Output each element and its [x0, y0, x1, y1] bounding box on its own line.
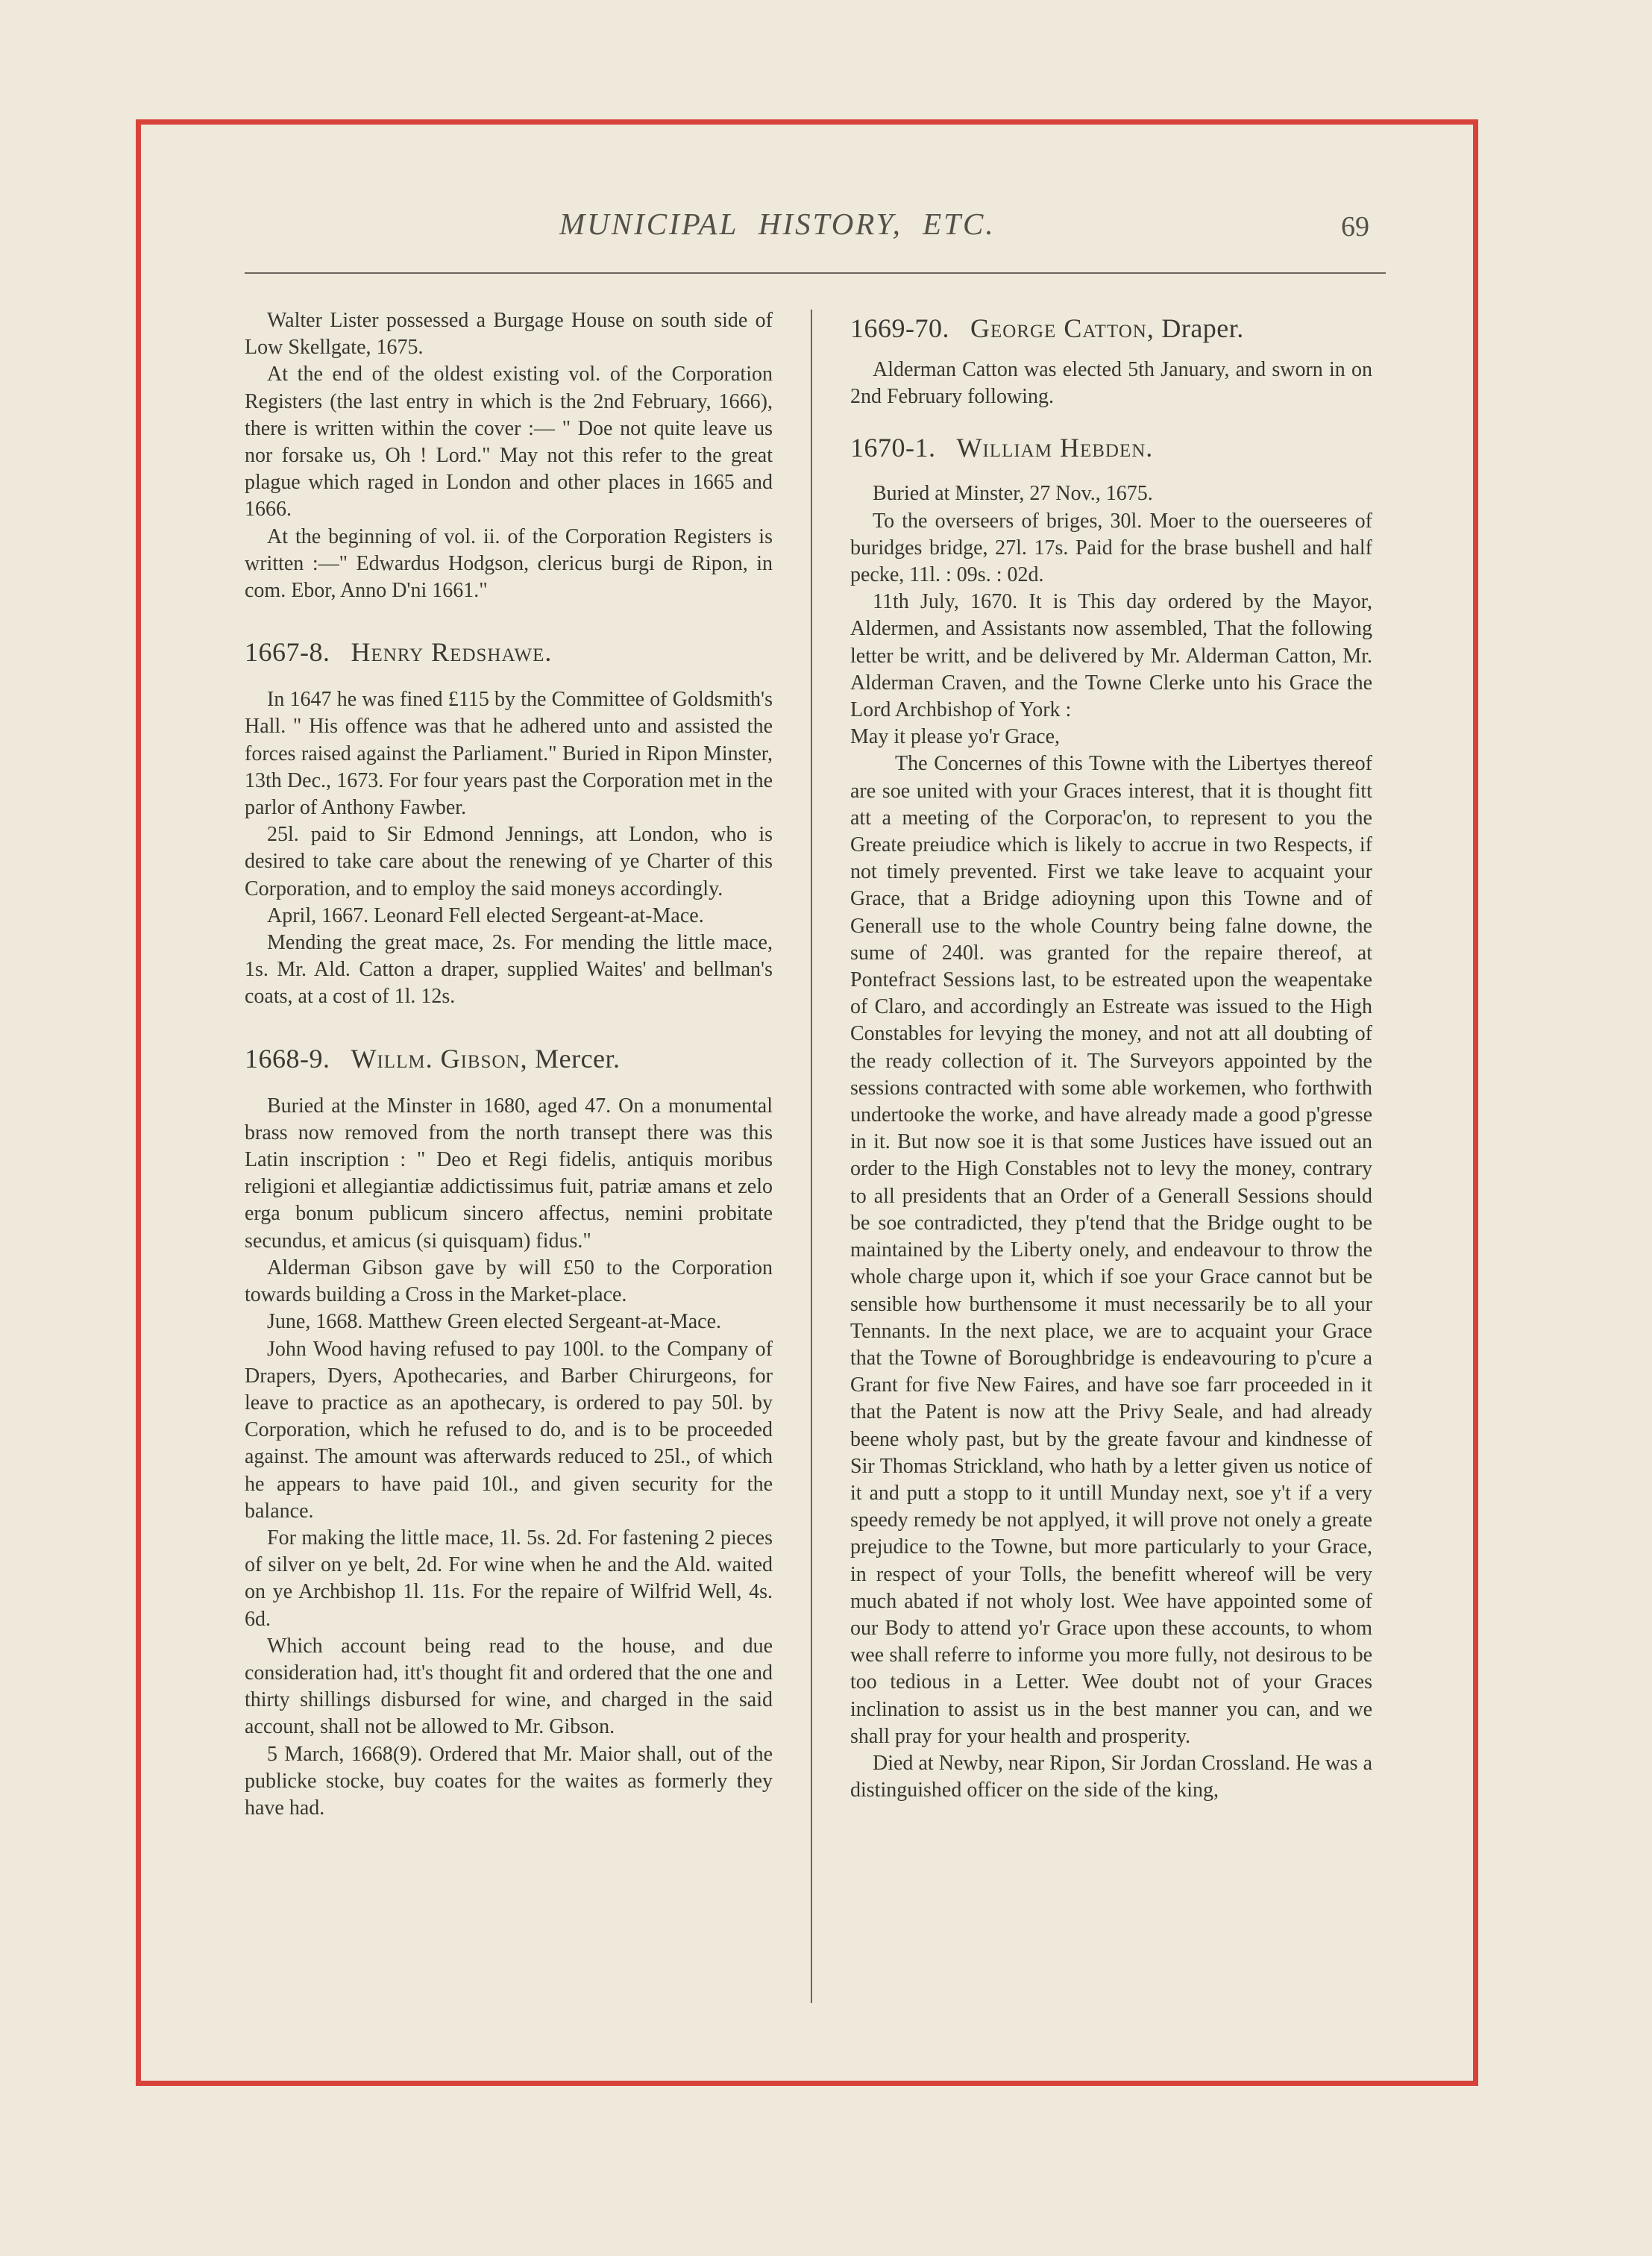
entry-heading-1669	[850, 313, 1372, 343]
paragraph: June, 1668. Matthew Green elected Sergeant-at-Mace.	[267, 1310, 722, 1334]
paragraph: At the end of the oldest existing vol. of the Corporation Registers (the last entry in which is the 2nd February, 1666), there is written within the cover :— " Doe not quite leave us nor forsake us, Oh ! Lord." May not this refer to the great plague which raged in London and other places in 1665 and 1666.	[245, 363, 773, 521]
entry-trade: Mercer.	[535, 1043, 621, 1074]
entry-name: William Hebden.	[956, 433, 1154, 463]
letter-body: The Concernes of this Towne with the Libertyes thereof are soe united with your Graces interest, that it is thought fitt att a meeting of the Corporac'on, to represent to you the Greate preiudice which is likely to accrue in two Respects, if not timely prevented. First we take leave to acquaint your Grace, that a Bridge adioyning upon this Towne and of Generall use to the whole Country being falne downe, the sume of 240l. was granted for the repaire thereof, at Pontefract Sessions last, to be estreated upon the weapentake of Claro, and accordingly an Estreate was issued to the High Constables for levying the money, and not att all doubting of the ready collection of it. The Surveyors appointed by the sessions contracted with some able workemen, who forthwith undertooke the worke, and have already made a good p'gresse in it. But now soe it is that some Justices have issued out an order to the High Constables not to levy the money, contrary to all presidents that an Order of a Generall Sessions should be soe contradicted, they p'tend that the Bridge ought to be maintained by the Liberty onely, and endeavour to throw the whole charge upon it, which if soe your Grace cannot but be sensible how burthensome it must necessarily be to all your Tennants. In the next place, we are to acquaint your Grace that the Towne of Boroughbridge is endeavouring to p'cure a Grant for five New Faires, and have soe farr proceeded in it that the Patent is now att the Privy Seale, and had already beene wholy past, but by the greate favour and kindnesse of Sir Thomas Strickland, who hath by a letter given us notice of it and putt a stopp to it untill Munday next, soe y't if a very speedy remedy be not applyed, it will prove not onely a greate prejudice to the Towne, but more particularly to your Grace, in respect of your Tolls, the benefitt whereof will be very much abated if not wholy lost. Wee have appointed some of our Body to attend yo'r Grace upon these accounts, to whom wee shall referre to informe you more fully, not desirous to be too tedious in a Letter. Wee doubt not of your Graces inclination to assist us in the best manner you can, and we shall pray for your health and prosperity.	[850, 752, 1372, 1748]
paragraph: Died at Newby, near Ripon, Sir Jordan Crossland. He was a distinguished officer on the side of the king,	[850, 1751, 1372, 1802]
entry-name: Henry Redshawe.	[351, 637, 553, 668]
paragraph: April, 1667. Leonard Fell elected Sergeant-at-Mace.	[267, 903, 704, 927]
paragraph: At the beginning of vol. ii. of the Corporation Registers is written :—" Edwardus Hodgson, clericus burgi de Ripon, in com. Ebor, Anno D'ni 1661."	[245, 524, 773, 603]
letter-salutation: May it please yo'r Grace,	[850, 725, 1061, 749]
entry-trade: Draper.	[1161, 313, 1244, 343]
paragraph: To the overseers of briges, 30l. Moer to the ouerseeres of buridges bridge, 27l. 17s. Paid for the brase bushell and half pecke, 11l. : 09s. : 02d.	[850, 509, 1372, 587]
entry-year: 1668-9.	[245, 1043, 330, 1074]
paragraph: 25l. paid to Sir Edmond Jennings, att London, who is desired to take care about the renewing of ye Charter of this Corporation, and to employ the said moneys accordingly.	[245, 823, 773, 900]
paragraph: 5 March, 1668(9). Ordered that Mr. Maior shall, out of the publicke stocke, buy coates for the waites as formerly they have had.	[245, 1742, 773, 1820]
entry-name: George Catton,	[970, 313, 1155, 343]
entry-name: Willm. Gibson,	[351, 1043, 528, 1074]
entry-heading-1668	[245, 1044, 773, 1074]
paragraph: Alderman Catton was elected 5th January, and sworn in on 2nd February following.	[850, 358, 1372, 409]
entry-year: 1669-70.	[850, 313, 949, 343]
paragraph: Walter Lister possessed a Burgage House on south side of Low Skellgate, 1675.	[245, 309, 773, 360]
left-column	[245, 307, 773, 1822]
column-divider	[811, 310, 812, 2003]
header-rule	[245, 272, 1386, 274]
running-title: MUNICIPAL HISTORY, ETC.	[559, 207, 996, 241]
entry-year: 1670-1.	[850, 433, 936, 463]
paragraph: John Wood having refused to pay 100l. to the Company of Drapers, Dyers, Apothecaries, and Barber Chirurgeons, for leave to practice as an apothecary, is ordered to pay 50l. by Corporation, which he refused to do, and is to be proceeded against. The amount was afterwards reduced to 25l., of which he appears to have paid 10l., and given security for the balance.	[245, 1337, 773, 1523]
paragraph: Alderman Gibson gave by will £50 to the Corporation towards building a Cross in the Market-place.	[245, 1256, 773, 1307]
entry-heading-1670	[850, 433, 1372, 463]
paragraph: Buried at the Minster in 1680, aged 47. On a monumental brass now removed from the north transept there was this Latin inscription : " Deo et Regi fidelis, antiquis moribus religioni et allegiantiæ addictissimus fuit, patriæ amans et zelo erga bonum publicum sincero affectus, nemini probitate secundus, et amicus (si quisquam) fidus."	[245, 1094, 773, 1253]
page-number: 69	[1341, 211, 1369, 242]
paragraph: Buried at Minster, 27 Nov., 1675.	[873, 482, 1153, 506]
paragraph: Mending the great mace, 2s. For mending the little mace, 1s. Mr. Ald. Catton a draper, supplied Waites' and bellman's coats, at a cost of 1l. 12s.	[245, 931, 773, 1009]
entry-year: 1667-8.	[245, 637, 330, 668]
paragraph: 11th July, 1670. It is This day ordered by the Mayor, Aldermen, and Assistants now assembled, That the following letter be writt, and be delivered by Mr. Alderman Catton, Mr. Alderman Craven, and the Towne Clerke unto his Grace the Lord Archbishop of York :	[850, 590, 1372, 722]
paragraph: In 1647 he was fined £115 by the Committee of Goldsmith's Hall. " His offence was that he adhered unto and assisted the forces raised against the Parliament." Buried in Ripon Minster, 13th Dec., 1673. For four years past the Corporation met in the parlor of Anthony Fawber.	[245, 688, 773, 820]
right-column	[850, 307, 1372, 1804]
paragraph: Which account being read to the house, and due consideration had, itt's thought fit and ordered that the one and thirty shillings disbursed for wine, and charged in the said account, shall not be allowed to Mr. Gibson.	[245, 1634, 773, 1739]
entry-heading-1667	[245, 637, 773, 667]
paragraph: For making the little mace, 1l. 5s. 2d. For fastening 2 pieces of silver on ye belt, 2d. For wine when he and the Ald. waited on ye Archbishop 1l. 11s. For the repaire of Wilfrid Well, 4s. 6d.	[245, 1526, 773, 1631]
